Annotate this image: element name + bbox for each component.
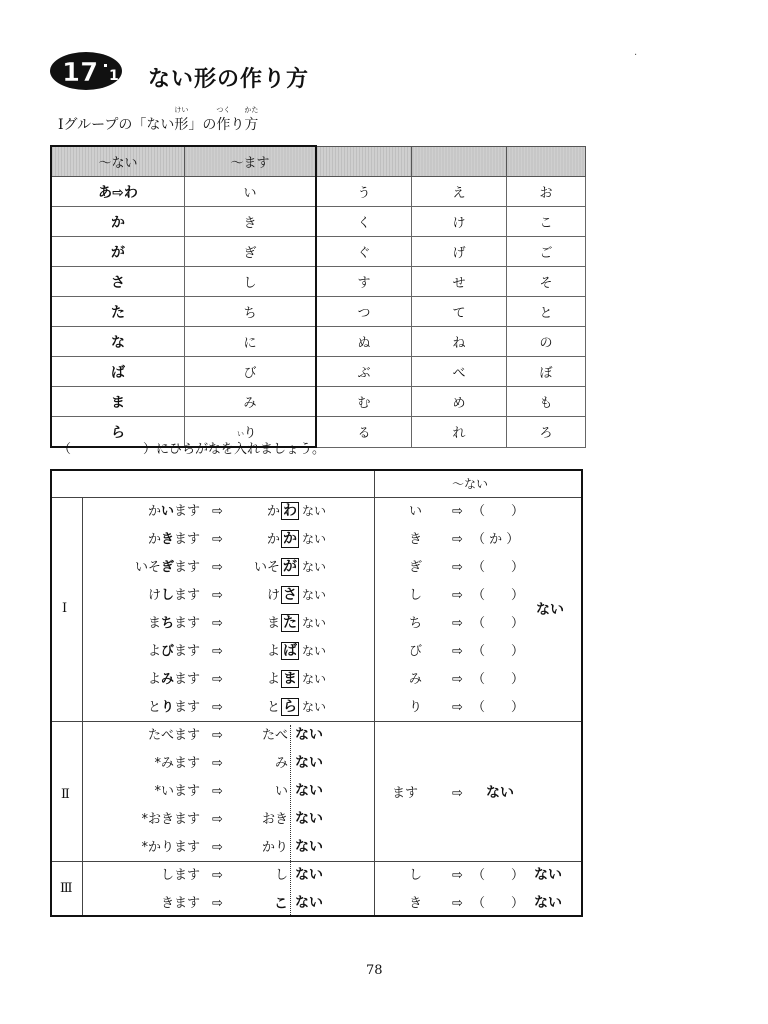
answer-blank: （ ） — [472, 616, 525, 631]
arrow-icon: ⇨ — [212, 644, 223, 659]
kana-cell: と — [507, 297, 586, 327]
arrow-icon: ⇨ — [212, 588, 223, 603]
conjugation-row — [51, 387, 586, 417]
row-divider — [52, 861, 581, 862]
answer-blank: （ か ） — [472, 532, 520, 547]
answer-blank: （ ） — [472, 672, 525, 687]
kana-cell: れ — [412, 417, 507, 448]
nai-suffix: ない — [534, 895, 562, 911]
kana-cell: ね — [412, 327, 507, 357]
nai-suffix: ない — [295, 755, 323, 771]
kana: い — [409, 504, 423, 519]
kana-cell: む — [316, 387, 412, 417]
kana-cell: め — [412, 387, 507, 417]
arrow-icon: ⇨ — [452, 504, 463, 519]
stem: よ — [266, 672, 280, 687]
lesson-badge — [48, 50, 126, 92]
kana-cell: の — [507, 327, 586, 357]
kana-cell: し — [185, 267, 317, 297]
column-divider — [374, 471, 375, 915]
header-blank — [507, 146, 586, 177]
arrow-icon: ⇨ — [212, 896, 223, 911]
conjugation-header-row — [51, 146, 586, 177]
arrow-icon: ⇨ — [452, 672, 463, 687]
arrow-icon: ⇨ — [212, 532, 223, 547]
conjugation-table — [50, 145, 586, 448]
kana-cell: も — [507, 387, 586, 417]
answer-blank: （ ） — [472, 644, 525, 659]
masu-form: よびます — [147, 644, 200, 659]
masu-form: *います — [154, 784, 200, 799]
header-blank — [412, 146, 507, 177]
nai-kana-cell: ま — [51, 387, 185, 417]
nai-suffix: ない — [295, 895, 323, 911]
masu-form: *みます — [154, 756, 200, 771]
nai-kana-cell: か — [51, 207, 185, 237]
kana: き — [409, 532, 423, 547]
masu-form: かいます — [147, 504, 200, 519]
nai-ending-box: た — [283, 615, 297, 631]
masu-form: *かります — [141, 840, 200, 855]
nai-suffix: ない — [302, 644, 327, 658]
nai-kana-cell: さ — [51, 267, 185, 297]
stem: いそ — [253, 560, 280, 575]
stem: し — [274, 868, 288, 883]
kana-cell: え — [412, 177, 507, 207]
arrow-icon: ⇨ — [212, 672, 223, 687]
kana-cell: け — [412, 207, 507, 237]
kana: り — [409, 700, 423, 715]
arrow-icon: ⇨ — [452, 616, 463, 631]
nai-kana-cell: が — [51, 237, 185, 267]
nai-ending-box: か — [283, 531, 297, 547]
arrow-icon: ⇨ — [452, 560, 463, 575]
kana-cell: ぬ — [316, 327, 412, 357]
stem: か — [266, 532, 280, 547]
arrow-icon: ⇨ — [212, 700, 223, 715]
kana-cell: げ — [412, 237, 507, 267]
kana-cell: ぶ — [316, 357, 412, 387]
masu-form: きます — [160, 896, 200, 911]
kana-cell: て — [412, 297, 507, 327]
masu-form: いそぎます — [134, 560, 200, 575]
stem: い — [274, 784, 288, 799]
kana-cell: す — [316, 267, 412, 297]
kana: み — [409, 672, 423, 687]
exercise-table — [50, 469, 583, 917]
answer-blank: （ ） — [472, 868, 525, 883]
dotted-separator — [290, 725, 291, 915]
masu-form: たべます — [147, 728, 200, 743]
kana-cell: る — [316, 417, 412, 448]
answer-blank: （ ） — [472, 700, 525, 715]
kana: し — [409, 868, 423, 883]
group1-nai-suffix: ない — [536, 602, 564, 618]
header-masu: ～ます — [185, 146, 317, 177]
conjugation-row — [51, 237, 586, 267]
masu-form: かきます — [147, 532, 200, 547]
kana-cell: く — [316, 207, 412, 237]
arrow-icon: ⇨ — [452, 868, 463, 883]
kana: き — [409, 896, 423, 911]
nai-suffix: ない — [295, 727, 323, 743]
conjugation-row — [51, 357, 586, 387]
conjugation-row — [51, 177, 586, 207]
arrow-icon: ⇨ — [452, 588, 463, 603]
kana-cell: ぼ — [507, 357, 586, 387]
kana-cell: べ — [412, 357, 507, 387]
nai-ending-box: わ — [283, 503, 297, 519]
kana-cell: つ — [316, 297, 412, 327]
stem: よ — [266, 644, 280, 659]
section-subtitle: Ⅰグループの「ない形 けい 」の作 つく り方 かた — [58, 106, 259, 133]
conjugation-row — [51, 267, 586, 297]
nai-kana-cell: ら — [51, 417, 185, 448]
nai-suffix: ない — [295, 839, 323, 855]
masu-form: まちます — [147, 616, 200, 631]
arrow-icon: ⇨ — [212, 756, 223, 771]
kana-cell: せ — [412, 267, 507, 297]
kana-cell: い — [185, 177, 317, 207]
arrow-icon: ⇨ — [212, 868, 223, 883]
stem: と — [266, 700, 280, 715]
stem: ま — [266, 616, 280, 631]
nai-suffix: ない — [302, 616, 327, 630]
group-label: Ⅲ — [60, 881, 73, 896]
kana-cell: び — [185, 357, 317, 387]
nai-ending-box: ま — [283, 671, 297, 687]
arrow-icon: ⇨ — [452, 532, 463, 547]
row-divider — [52, 721, 581, 722]
masu-form: よみます — [147, 672, 200, 687]
nai-ending-box: が — [283, 559, 297, 575]
arrow-icon: ⇨ — [212, 616, 223, 631]
arrow-icon: ⇨ — [212, 560, 223, 575]
stem: け — [266, 588, 280, 603]
kana-cell: り — [185, 417, 317, 448]
nai-suffix: ない — [302, 504, 327, 518]
lesson-number: 17 — [62, 58, 99, 88]
nai-kana-cell: ば — [51, 357, 185, 387]
conjugation-row — [51, 207, 586, 237]
row-divider — [52, 497, 581, 498]
kana-cell: ぐ — [316, 237, 412, 267]
nai-suffix: ない — [534, 867, 562, 883]
answer-blank: （ ） — [472, 896, 525, 911]
kana-cell: ろ — [507, 417, 586, 448]
stem: み — [274, 756, 288, 771]
answer-blank: （ ） — [472, 588, 525, 603]
arrow-icon: ⇨ — [452, 644, 463, 659]
nai-suffix: ない — [302, 532, 327, 546]
kana-cell: ち — [185, 297, 317, 327]
nai-ending-box: さ — [283, 587, 297, 603]
speck: · — [634, 50, 638, 61]
page-title: ない形の作り方 — [148, 67, 310, 92]
stem: かり — [261, 840, 288, 855]
kana-cell: そ — [507, 267, 586, 297]
column-divider — [82, 497, 83, 915]
arrow-icon: ⇨ — [212, 784, 223, 799]
page-number: 78 — [366, 963, 383, 978]
stem: か — [266, 504, 280, 519]
kana-cell: ご — [507, 237, 586, 267]
arrow-icon: ⇨ — [452, 700, 463, 715]
nai-suffix: ない — [295, 783, 323, 799]
nai-ending-box: ら — [283, 699, 297, 715]
nai-kana-cell: な — [51, 327, 185, 357]
arrow-icon: ⇨ — [212, 504, 223, 519]
kana: ぎ — [409, 560, 423, 575]
column-header-nai: ～ない — [452, 477, 489, 491]
kana: ち — [409, 616, 423, 631]
stem: こ — [274, 896, 288, 912]
header-blank — [316, 146, 412, 177]
group-label: Ⅰ — [62, 601, 68, 616]
kana-cell: う — [316, 177, 412, 207]
masu-form: します — [160, 868, 200, 883]
nai-ending-box: ば — [283, 643, 297, 659]
conjugation-row — [51, 297, 586, 327]
arrow-icon: ⇨ — [212, 728, 223, 743]
conjugation-row — [51, 327, 586, 357]
nai-suffix: ない — [302, 560, 327, 574]
group-label: Ⅱ — [61, 787, 70, 802]
header-nai: ～ない — [51, 146, 185, 177]
arrow-icon: ⇨ — [452, 896, 463, 911]
nai-suffix: ない — [295, 867, 323, 883]
nai-suffix: ない — [302, 672, 327, 686]
kana: び — [409, 644, 423, 659]
masu-form: *おきます — [141, 812, 200, 827]
kana-cell: き — [185, 207, 317, 237]
stem: たべ — [261, 728, 288, 743]
kana-cell: に — [185, 327, 317, 357]
answer-blank: （ ） — [472, 560, 525, 575]
nai-suffix: ない — [295, 811, 323, 827]
kana-cell: み — [185, 387, 317, 417]
nai-kana-cell: あ⇨わ — [51, 177, 185, 207]
arrow-icon: ⇨ — [212, 840, 223, 855]
stem: おき — [261, 812, 288, 827]
masu-form: けします — [147, 588, 200, 603]
kana-cell: ぎ — [185, 237, 317, 267]
nai-suffix: ない — [302, 588, 327, 602]
arrow-icon: ⇨ — [212, 812, 223, 827]
instruction-text: （ ）にひらがなを入 い れましょう。 — [58, 430, 326, 457]
rule-nai: ない — [486, 785, 514, 801]
lesson-sub-number: 1 — [109, 68, 119, 84]
nai-kana-cell: た — [51, 297, 185, 327]
kana-cell: お — [507, 177, 586, 207]
rule-masu: ます — [392, 786, 419, 801]
masu-form: とります — [147, 700, 200, 715]
nai-suffix: ない — [302, 700, 327, 714]
kana: し — [409, 588, 423, 603]
answer-blank: （ ） — [472, 504, 525, 519]
arrow-icon: ⇨ — [452, 786, 463, 801]
kana-cell: こ — [507, 207, 586, 237]
